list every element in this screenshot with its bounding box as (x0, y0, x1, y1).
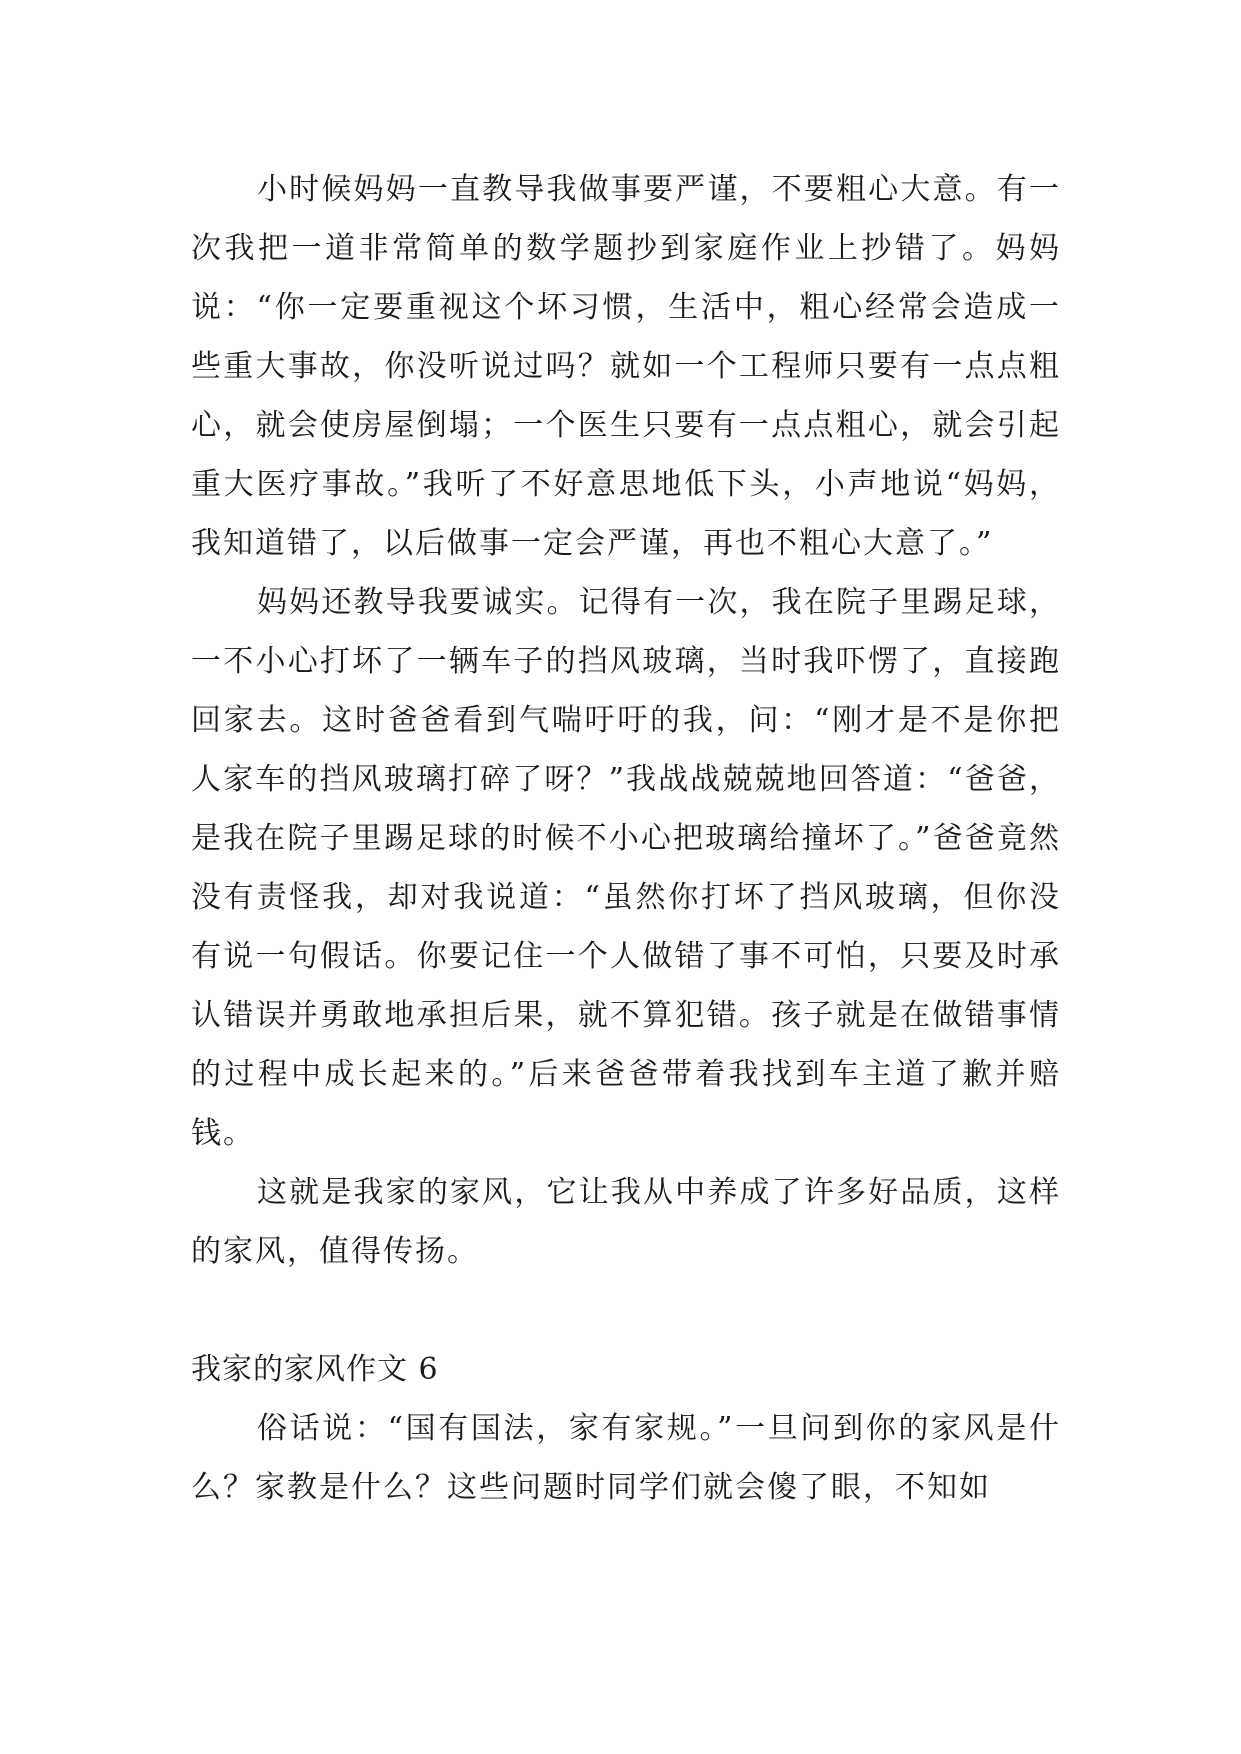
section-title: 我家的家风作文 6 (191, 1352, 439, 1387)
paragraph-honesty: 妈妈还教导我要诚实。记得有一次，我在院子里踢足球，一不小心打坏了一辆车子的挡风玻璃，当时我吓愣了，直接跑回家去。这时爸爸看到气喘吁吁的我，问：“刚才是不是你把人家车的挡风玻璃打碎了呀？”我战战兢兢地回答道：“爸爸，是我在院子里踢足球的时候不小心把玻璃给撞坏了。”爸爸竟然没有责怪我，却对我说道：“虽然你打坏了挡风玻璃，但你没有说一句假话。你要记住一个人做错了事不可怕，只要及时承认错误并勇敢地承担后果，就不算犯错。孩子就是在做错事情的过程中成长起来的。”后来爸爸带着我找到车主道了歉并赔钱。 (191, 585, 1061, 1151)
paragraph-section-intro: 俗话说：“国有国法，家有家规。”一旦问到你的家风是什么？家教是什么？这些问题时同学们就会傻了眼，不知如 (191, 1411, 1061, 1505)
paragraph-carefulness: 小时候妈妈一直教导我做事要严谨，不要粗心大意。有一次我把一道非常简单的数学题抄到家庭作业上抄错了。妈妈说：“你一定要重视这个坏习惯，生活中，粗心经常会造成一些重大事故，你没听说过吗？就如一个工程师只要有一点点粗心，就会使房屋倒塌；一个医生只要有一点点粗心，就会引起重大医疗事故。”我听了不好意思地低下头，小声地说“妈妈，我知道错了，以后做事一定会严谨，再也不粗心大意了。” (191, 172, 1061, 561)
document-body (191, 160, 1061, 1517)
paragraph-conclusion: 这就是我家的家风，它让我从中养成了许多好品质，这样的家风，值得传扬。 (191, 1175, 1061, 1269)
